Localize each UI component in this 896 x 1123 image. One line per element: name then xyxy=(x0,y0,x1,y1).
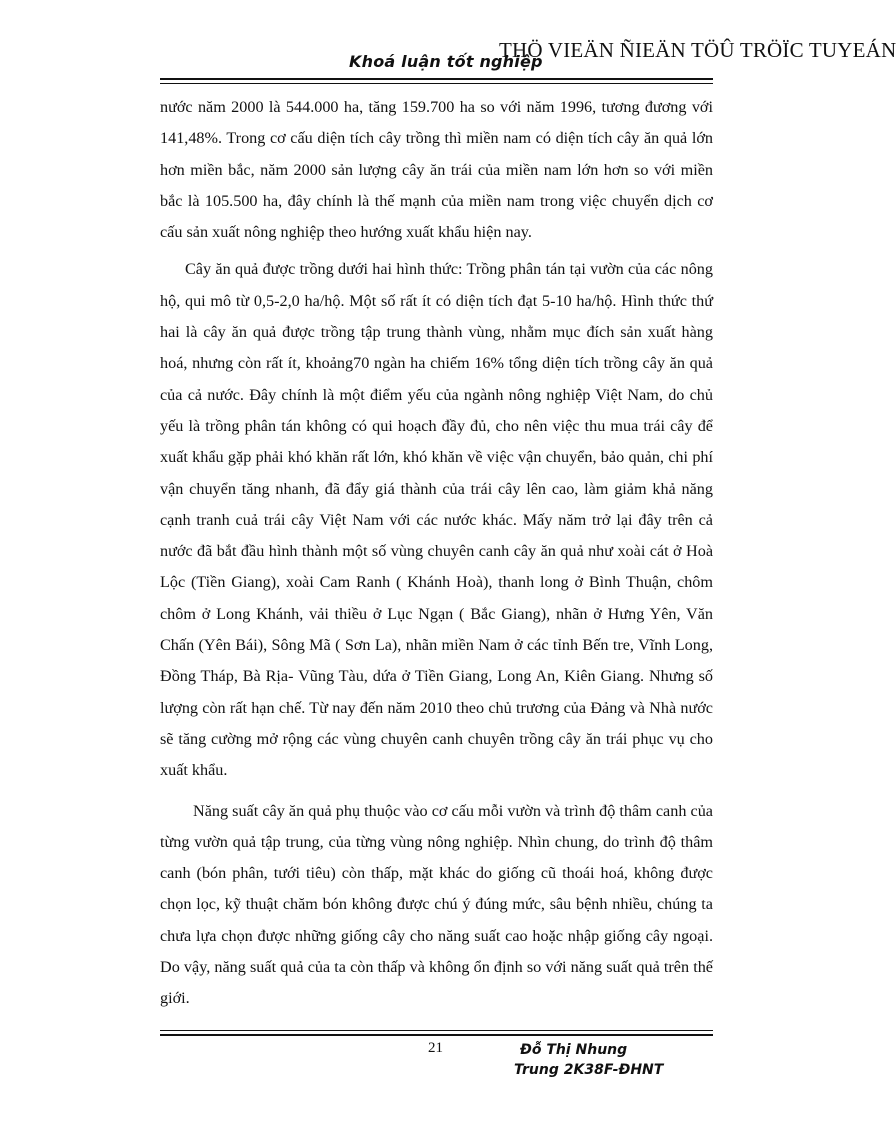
library-watermark: THÖ VIEÄN ÑIEÄN TÖÛ TRÖÏC TUYEÁN xyxy=(499,38,896,62)
paragraph-1: nước năm 2000 là 544.000 ha, tăng 159.700 ha so với năm 1996, tương đương với 141,48%. Trong cơ cấu diện tích cây trồng thì miền nam có diện tích cây ăn quả lớn hơn miền bắc, năm 2000 sản lượng cây ăn trái của miền nam lớn hơn so với miền bắc là 105.500 ha, đây chính là thế mạnh của miền nam trong việc chuyển dịch cơ cấu sản xuất nông nghiệp theo hướng xuất khẩu hiện nay. xyxy=(160,98,713,242)
author-name: Đỗ Thị Nhung xyxy=(520,1042,628,1058)
author-class: Trung 2K38F-ĐHNT xyxy=(514,1062,664,1078)
footer-rule-thin xyxy=(160,1030,713,1031)
author-block xyxy=(514,1040,663,1080)
header-rule-thick xyxy=(160,78,713,80)
paragraph-3: Năng suất cây ăn quả phụ thuộc vào cơ cấu mỗi vườn và trình độ thâm canh của từng vườn quả tập trung, của từng vùng nông nghiệp. Nhìn chung, do trình độ thâm canh (bón phân, tưới tiêu) còn thấp, mặt khác do giống cũ thoái hoá, không được chọn lọc, kỹ thuật chăm bón không được chú ý đúng mức, sâu bệnh nhiều, chúng ta chưa lựa chọn được những giống cây cho năng suất cao hoặc nhập giống cây ngoại. Do vậy, năng suất quả của ta còn thấp và không ổn định so với năng suất quả trên thế giới. xyxy=(160,801,713,1008)
header-rule-thin xyxy=(160,83,713,84)
body-text xyxy=(160,92,713,1015)
footer-rule-thick xyxy=(160,1034,713,1036)
paragraph-2: Cây ăn quả được trồng dưới hai hình thức: Trồng phân tán tại vườn của các nông hộ, qui mô từ 0,5-2,0 ha/hộ. Một số rất ít có diện tích đạt 5-10 ha/hộ. Hình thức thứ hai là cây ăn quả được trồng tập trung thành vùng, nhằm mục đích sản xuất hàng hoá, nhưng còn rất ít, khoảng70 ngàn ha chiếm 16% tổng diện tích trồng cây ăn quả của cả nước. Đây chính là một điểm yếu của ngành nông nghiệp Việt Nam, do chủ yếu là trồng phân tán không có qui hoạch đầy đủ, cho nên việc thu mua trái cây để xuất khẩu gặp phải khó khăn rất lớn, khó khăn về việc vận chuyển, bảo quản, chi phí vận chuyển tăng nhanh, đã đẩy giá thành của trái cây lên cao, làm giảm khả năng cạnh tranh cuả trái cây Việt Nam với các nước khác. Mấy năm trở lại đây trên cả nước đã bắt đầu hình thành một số vùng chuyên canh cây ăn quả như xoài cát ở Hoà Lộc (Tiền Giang), xoài Cam Ranh ( Khánh Hoà), thanh long ở Bình Thuận, chôm chôm ở Long Khánh, vải thiều ở Lục Ngạn ( Bắc Giang), nhãn ở Hưng Yên, Văn Chấn (Yên Bái), Sông Mã ( Sơn La), nhãn miền Nam ở các tỉnh Bến tre, Vĩnh Long, Đồng Tháp, Bà Rịa- Vũng Tàu, dứa ở Tiền Giang, Long An, Kiên Giang. Nhưng số lượng còn rất hạn chế. Từ nay đến năm 2010 theo chủ trương của Đảng và Nhà nước sẽ tăng cường mở rộng các vùng chuyên canh chuyên trồng cây ăn trái phục vụ cho xuất khẩu. xyxy=(160,260,713,780)
header-title: Khoá luận tốt nghiệp xyxy=(349,52,543,71)
page-number: 21 xyxy=(428,1040,443,1056)
